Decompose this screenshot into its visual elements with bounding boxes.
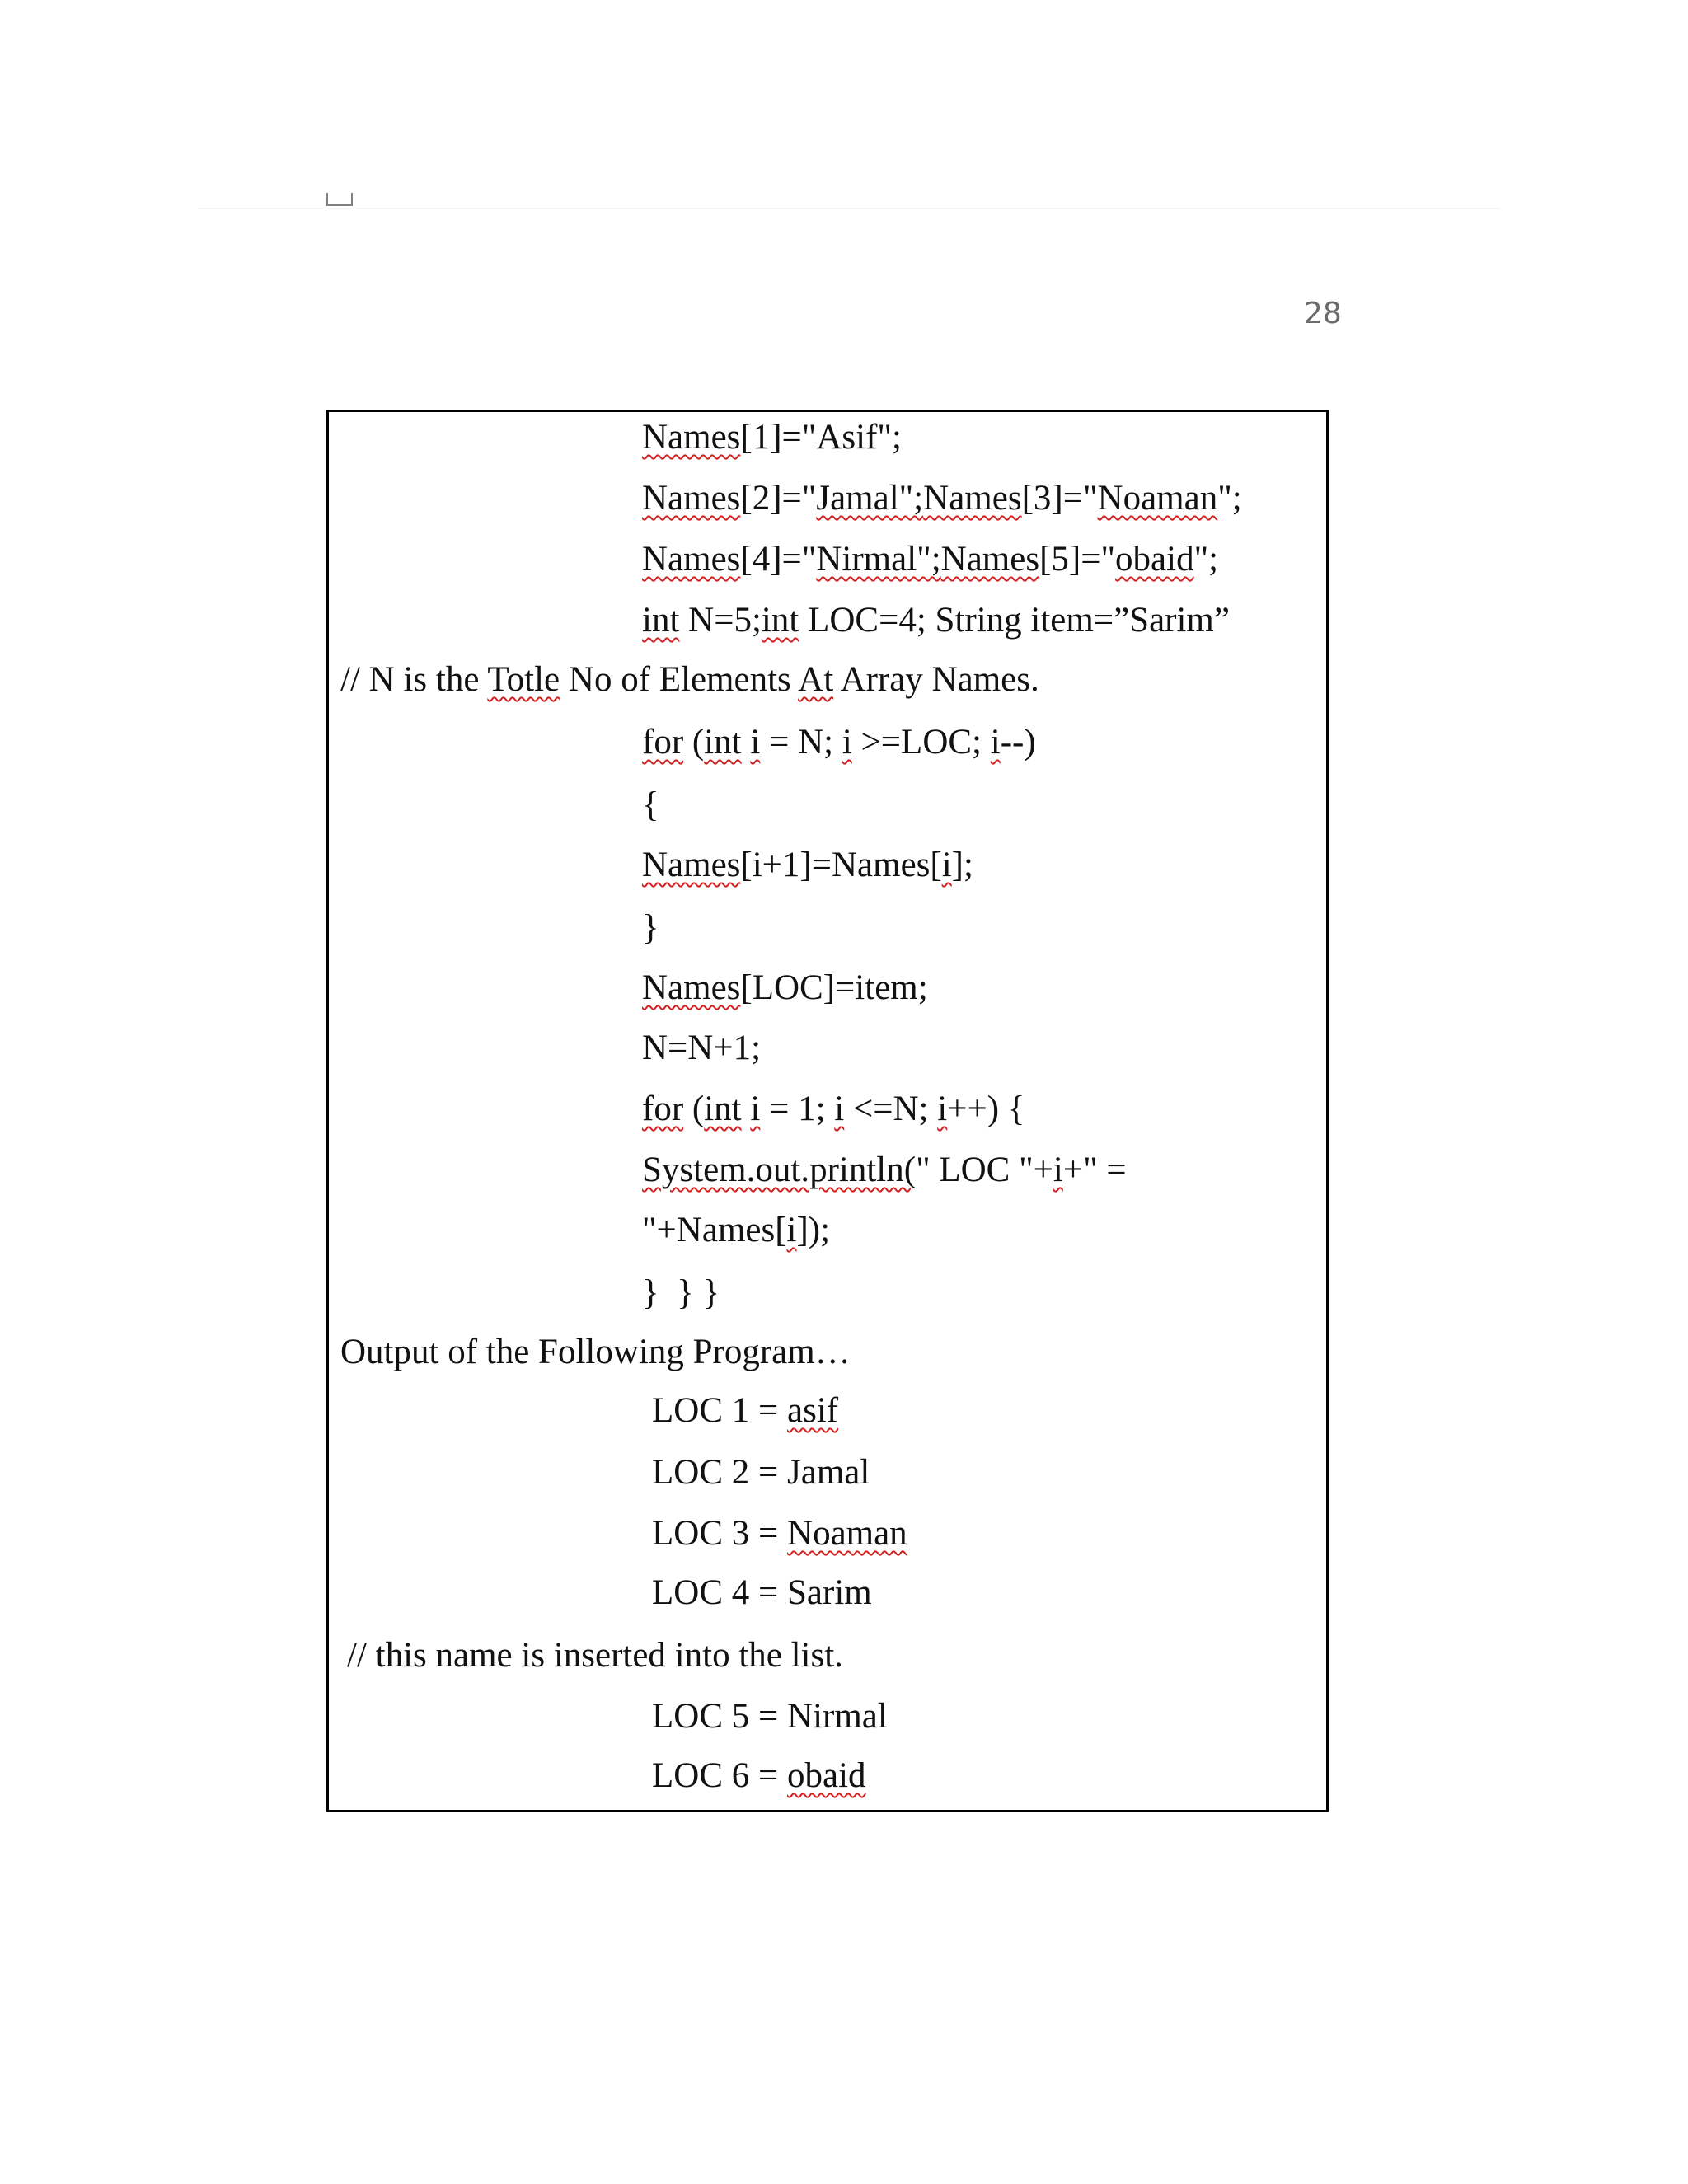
spell-marked-word: Names [642, 968, 741, 1007]
code-line-names-4-5: Names[4]="Nirmal";Names[5]="obaid"; [642, 540, 1219, 579]
output-heading: Output of the Following Program… [340, 1333, 851, 1371]
code-brace-open: { [642, 785, 659, 824]
code-line-names-1: Names[1]="Asif"; [642, 418, 902, 457]
output-line: LOC 5 = Nirmal [652, 1697, 888, 1736]
spell-marked-word: int [704, 723, 742, 762]
code-line-increment: N=N+1; [642, 1029, 762, 1067]
code-line-for-print: for (int i = 1; i <=N; i++) { [642, 1090, 1025, 1128]
spell-marked-word: Names [642, 418, 741, 457]
page-header-rule [198, 208, 1500, 209]
spell-marked-word: i [750, 1090, 761, 1128]
spell-marked-word: Noaman [787, 1514, 907, 1553]
spell-marked-word: Names [642, 479, 741, 518]
output-comment: // this name is inserted into the list. [347, 1636, 843, 1675]
spell-marked-word: "; [917, 540, 941, 579]
output-line: LOC 1 = asif [652, 1391, 839, 1430]
output-line: LOC 4 = Sarim [652, 1573, 872, 1612]
spell-marked-word: "; [898, 479, 924, 518]
spell-marked-word: Noaman [1097, 479, 1218, 518]
code-line-println: System.out.println(" LOC "+i+" = [642, 1151, 1127, 1189]
spell-marked-word: for [642, 723, 684, 762]
spell-marked-word: Names [642, 846, 741, 884]
code-line-for-shift: for (int i = N; i >=LOC; i--) [642, 723, 1036, 762]
output-line: LOC 3 = Noaman [652, 1514, 907, 1553]
code-closing-braces: } } } [642, 1273, 720, 1312]
code-line-names-2-3: Names[2]="Jamal";Names[3]="Noaman"; [642, 479, 1242, 518]
code-listing-box [326, 410, 1329, 1812]
spell-marked-word: Jamal [816, 479, 899, 518]
spell-marked-word: i [941, 846, 952, 884]
spell-marked-word: Nirmal [816, 540, 917, 579]
output-line: LOC 6 = obaid [652, 1756, 866, 1795]
spell-marked-word: int [761, 601, 799, 640]
code-brace-close: } [642, 908, 659, 947]
spell-marked-word: int [704, 1090, 742, 1128]
code-line-int-decl: int N=5;int LOC=4; String item=”Sarim” [642, 601, 1230, 640]
output-line: LOC 2 = Jamal [652, 1453, 870, 1492]
spell-marked-word: Names [642, 540, 741, 579]
spell-marked-word: System.out.println( [642, 1151, 917, 1189]
spell-marked-word: for [642, 1090, 684, 1128]
spell-marked-word: i [1053, 1151, 1063, 1189]
spell-marked-word: At [798, 660, 834, 699]
spell-marked-word: asif [787, 1391, 839, 1430]
code-line-assign: Names[LOC]=item; [642, 968, 928, 1007]
spell-marked-word: Totle [487, 660, 560, 699]
spell-marked-word: i [937, 1090, 948, 1128]
page-number: 28 [1304, 297, 1342, 330]
spell-marked-word: i [990, 723, 1001, 762]
spell-marked-word: i [750, 723, 761, 762]
spell-marked-word: int [642, 601, 680, 640]
spell-marked-word: i [786, 1211, 797, 1249]
spell-marked-word: obaid [787, 1756, 866, 1795]
code-line-shift: Names[i+1]=Names[i]; [642, 846, 973, 884]
code-line-println-cont: "+Names[i]); [642, 1211, 831, 1249]
spell-marked-word: i [834, 1090, 845, 1128]
text-boundary-corner-mark [326, 193, 353, 206]
spell-marked-word: i [842, 723, 852, 762]
spell-marked-word: obaid [1115, 540, 1194, 579]
code-comment-total: // N is the Totle No of Elements At Array Names. [340, 660, 1039, 699]
spell-marked-word: Names [940, 540, 1040, 579]
spell-marked-word: Names [923, 479, 1022, 518]
